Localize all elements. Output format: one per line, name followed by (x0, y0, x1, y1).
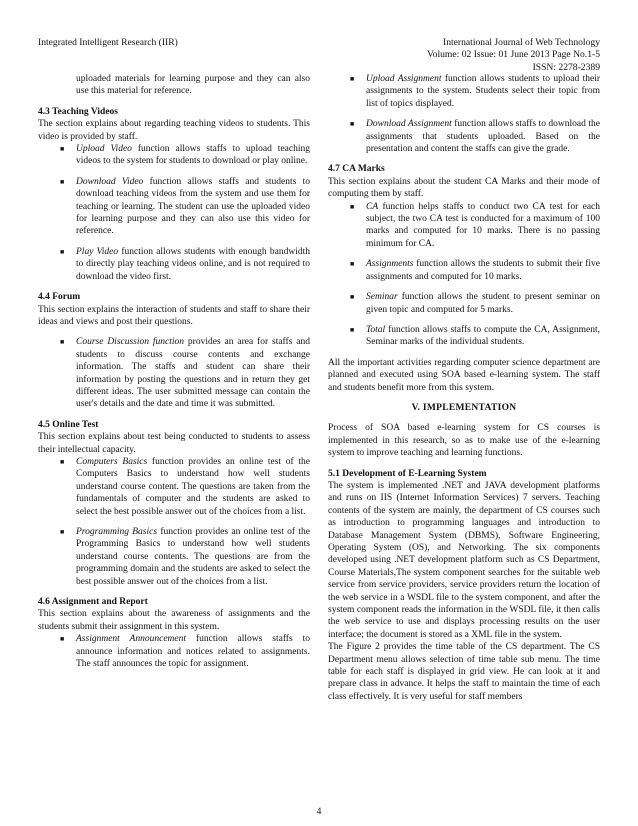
bullet-play-video: ■ Play Video function allows students with enough bandwidth to directly play teaching videos online, and is not required to download the video first. (60, 246, 310, 282)
bullet-upload-video: ■ Upload Video function allows staffs to upload teaching videos to the system for students to download or play online. (60, 144, 310, 167)
section-5-1-paragraph-2: The Figure 2 provides the time table of the CS department. The CS Department menu allows selection of time table sub menu. The time table for each staff is displayed in grid view. He can look at it and prepare class in advance. It helps the staff to maintain the time of each class effectively. It is very useful for staff members (328, 642, 600, 702)
issn: ISSN: 2278-2389 (532, 61, 600, 73)
bullet-icon: ■ (60, 457, 65, 466)
section-5-1-paragraph-1: The system is implemented .NET and JAVA development platforms and runs on IIS (Internet Information Services) 7 servers. Teaching contents of the system are mainly, the department of CS courses such as introduction to programming languages and introduction to Database Management System (DBMS), Software Engineering, Operating System (OS), and Networking. The six components developed using .NET development platform such as CS Department, Course Materials,The system component searches for the suitable web service from service providers, service providers return the location of the web service in a WSDL file to the system component, and after the system component reads the information in the WSDL file, it then calls the web service to use and displays processing results on the user interface; the document is stored as a XML file in the system. (328, 480, 600, 640)
summary-paragraph: All the important activities regarding computer science department are planned and executed using SOA based e-learning system. The staff and students benefit more from this system. (328, 357, 600, 393)
bullet-icon: ■ (350, 120, 355, 129)
bullet-ca: ■ CA function helps staffs to conduct two CA test for each subject, the two CA test is conducted for a maximum of 100 marks and computed for 10 marks. There is no passing minimum for CA. (350, 201, 600, 249)
journal-title: International Journal of Web Technology (443, 37, 600, 48)
volume-info: Volume: 02 Issue: 01 June 2013 Page No.1-5 (426, 49, 600, 61)
bullet-assignments: ■ Assignments function allows the students to submit their five assignments and computed for 10 marks. (350, 259, 600, 282)
bullet-computers-basics: ■ Computers Basics function provides an online test of the Computers Basics to understand how well students understand course content. The questions are taken from the fundamentals of computer and the students are asked to select the best possible answer out of the choices from a list. (60, 456, 310, 517)
bullet-download-assignment: ■ Download Assignment function allows staffs to download the assignments that students uploaded. Based on the presentation and content the staffs can give the grade. (350, 119, 600, 155)
left-column (38, 73, 310, 670)
bullet-download-video: ■ Download Video function allows staffs and students to download teaching videos from the system and use them for teaching or learning. The student can use the uploaded video for learning purpose and they can also use this video for reference. (60, 176, 310, 237)
bullet-icon: ■ (60, 338, 65, 347)
bullet-icon: ■ (60, 635, 65, 644)
bullet-icon: ■ (60, 528, 65, 536)
bullet-icon: ■ (60, 145, 65, 154)
bullet-course-discussion: ■ Course Discussion function provides an area for staffs and students to discuss course contents and exchange information. The staffs and student can share their information by posting the questions and in return they get different ideas. The user submitted message can contain the user's details and the date and time it was submitted. (60, 337, 311, 410)
bullet-seminar: ■ Seminar function allows the student to present seminar on given topic and computed for 5 marks. (350, 292, 600, 315)
bullet-programming-basics: ■ Programming Basics function provides an online test of the Programming Basics to understand how well students understand course contents. The questions are from the programming domain and the students are asked to select the best possible answer out of the choices from a list. (60, 527, 310, 587)
page-number: 4 (316, 807, 322, 817)
section-5-intro: Process of SOA based e-learning system for CS courses is implemented in this research, so as to make use of the e-learning system to improve teaching and learning functions. (328, 423, 600, 459)
section-4-6-title: 4.6 Assignment and Report (38, 597, 148, 608)
bullet-icon: ■ (60, 177, 65, 186)
continued-text: uploaded materials for learning purpose and they can also use this material for reference. (76, 74, 310, 97)
section-4-7-intro: This section explains about the student CA Marks and their mode of computing them by staff. (328, 176, 600, 200)
section-4-5-intro: This section explains about test being conducted to students to assess their intellectual capacity. (38, 432, 310, 455)
section-4-3-title: 4.3 Teaching Videos (38, 106, 118, 117)
section-5-1-title: 5.1 Development of E-Learning System (328, 468, 487, 479)
bullet-assignment-announcement: ■ Assignment Announcement function allows staffs to announce information and notices related to assignments. The staff announces the topic for assignment. (60, 634, 310, 670)
section-4-6-intro: This section explains about the awareness of assignments and the students submit their assignment in this system. (38, 609, 310, 632)
header-left: Integrated Intelligent Research (IIR) (38, 37, 178, 48)
bullet-icon: ■ (350, 325, 355, 334)
bullet-icon: ■ (350, 202, 355, 211)
bullet-icon: ■ (350, 293, 355, 302)
section-4-4-title: 4.4 Forum (38, 292, 81, 303)
bullet-icon: ■ (350, 75, 355, 83)
bullet-upload-assignment: ■ Upload Assignment function allows students to upload their assignments to the system. Students select their topic from list of topics displayed. (350, 74, 600, 109)
section-4-3-intro: The section explains about regarding teaching videos to students. This video is provided by staff. (38, 119, 310, 142)
section-5-title: V. IMPLEMENTATION (411, 402, 517, 413)
section-4-7-title: 4.7 CA Marks (328, 164, 385, 175)
right-column (328, 73, 600, 703)
section-4-4-intro: This section explains the interaction of students and staff to share their ideas and views and post their questions. (38, 304, 310, 327)
bullet-icon: ■ (350, 260, 355, 269)
bullet-total: ■ Total function allows staffs to compute the CA, Assignment, Seminar marks of the individual students. (350, 324, 600, 348)
bullet-icon: ■ (60, 247, 65, 256)
section-4-5-title: 4.5 Online Test (38, 419, 99, 430)
header-right (427, 37, 600, 74)
